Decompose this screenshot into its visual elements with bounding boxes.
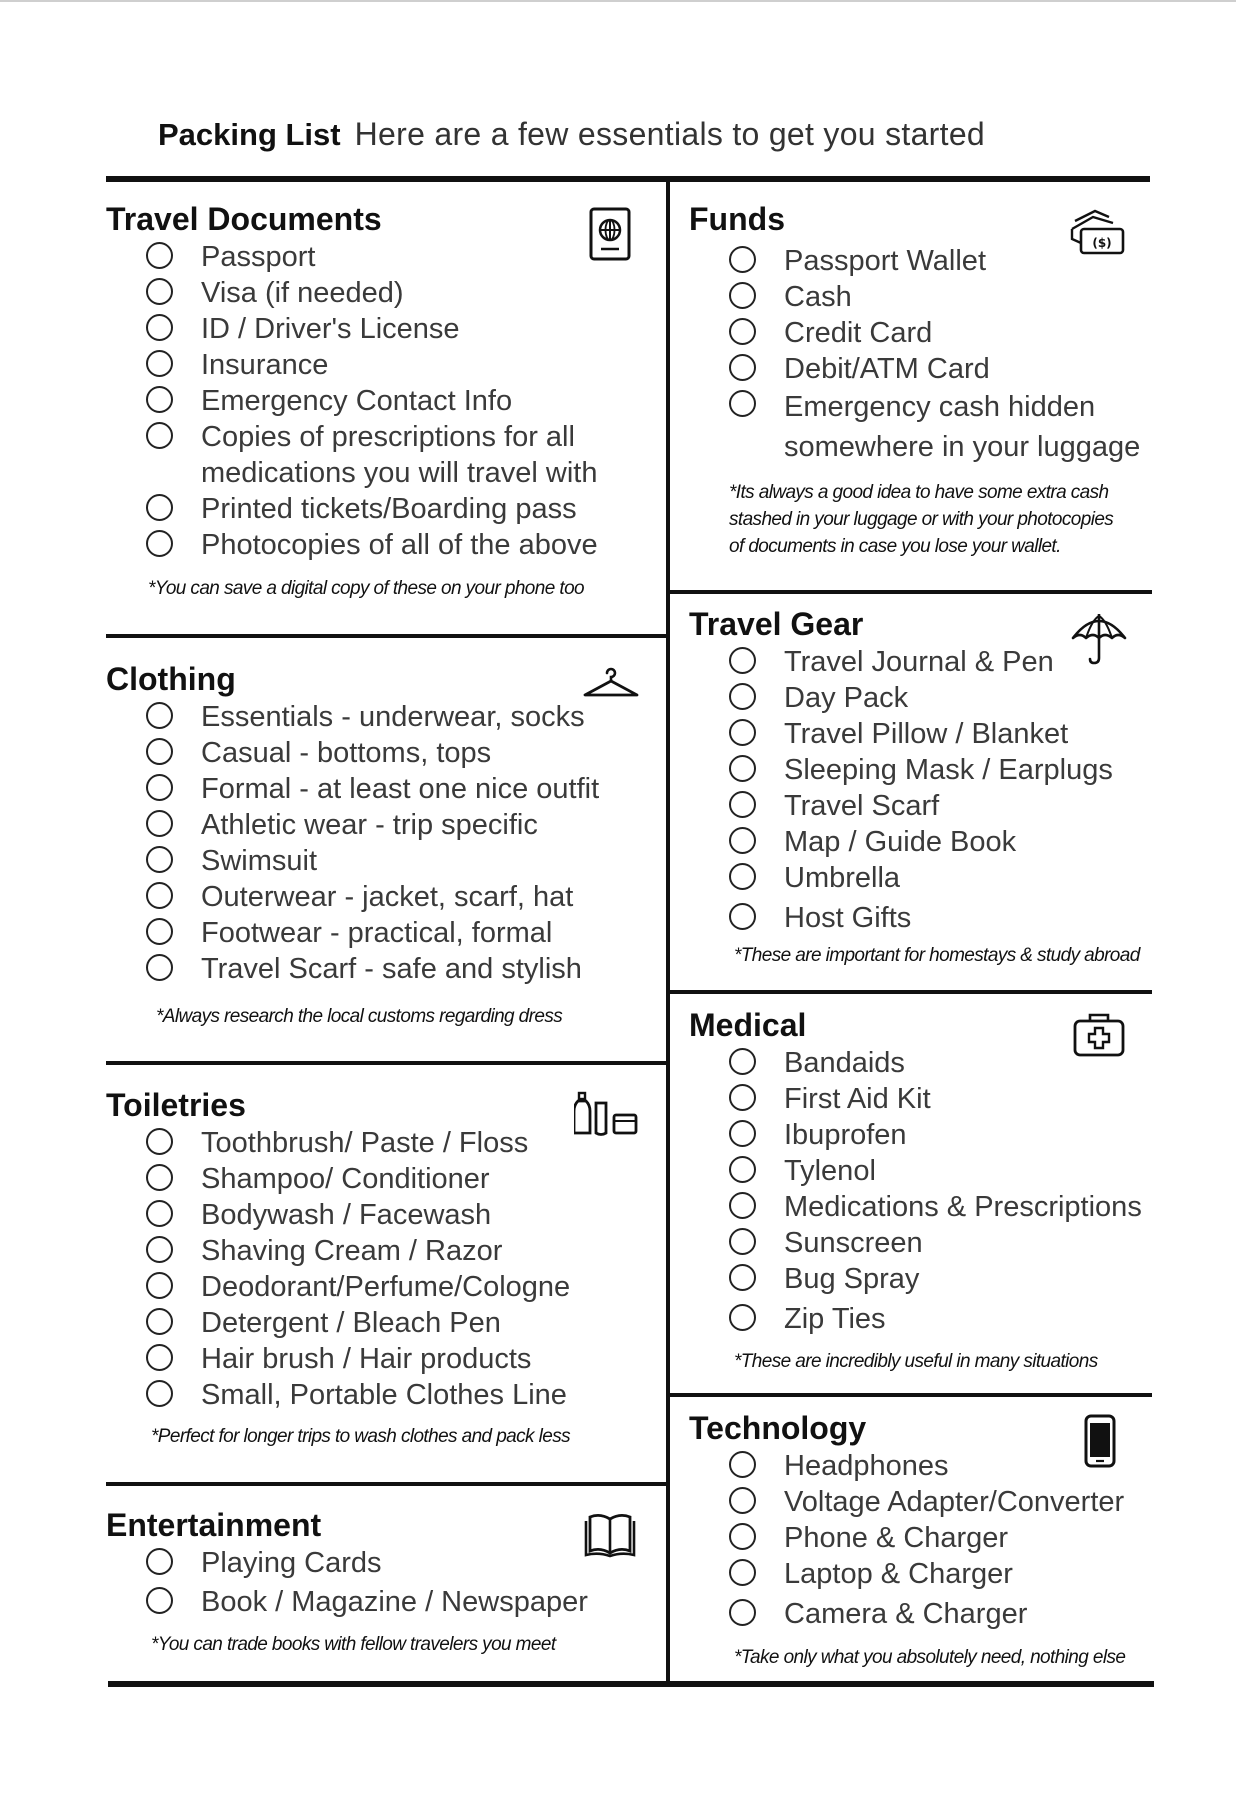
checkbox-circle[interactable]	[729, 647, 756, 674]
checkbox-circle[interactable]	[729, 1487, 756, 1514]
checklist-item[interactable]: Travel Scarf - safe and stylish	[146, 951, 599, 987]
top-divider	[106, 176, 1150, 182]
checkbox-circle[interactable]	[729, 1156, 756, 1183]
divider-gear-medical	[668, 990, 1152, 994]
checklist-item[interactable]: Essentials - underwear, socks	[146, 699, 599, 735]
section-title: Medical	[689, 1007, 807, 1043]
checklist	[729, 243, 1154, 467]
checkbox-circle[interactable]	[146, 350, 173, 377]
checkbox-circle[interactable]	[729, 1559, 756, 1586]
checkbox-circle[interactable]	[729, 683, 756, 710]
checklist-item[interactable]: Casual - bottoms, tops	[146, 735, 599, 771]
checkbox-circle[interactable]	[729, 1599, 756, 1626]
hanger-icon	[582, 665, 640, 699]
checklist-item[interactable]: Detergent / Bleach Pen	[146, 1305, 570, 1341]
checkbox-circle[interactable]	[146, 278, 173, 305]
checklist-item[interactable]: Toothbrush/ Paste / Floss	[146, 1125, 570, 1161]
checklist-item[interactable]: Day Pack	[729, 680, 1113, 716]
checklist-item[interactable]: Bandaids	[729, 1045, 1142, 1081]
checkbox-circle[interactable]	[146, 1128, 173, 1155]
checkbox-circle[interactable]	[729, 1228, 756, 1255]
checkbox-circle[interactable]	[729, 1048, 756, 1075]
checklist-item[interactable]: Formal - at least one nice outfit	[146, 771, 599, 807]
section-note: *Take only what you absolutely need, nothing else	[734, 1647, 1126, 1668]
checkbox-circle[interactable]	[146, 954, 173, 981]
section-note: *You can trade books with fellow travelers you meet	[151, 1634, 556, 1655]
section-note: *Always research the local customs regarding dress	[156, 1006, 563, 1027]
checklist-item[interactable]: Book / Magazine / Newspaper	[146, 1584, 588, 1620]
divider-medical-technology	[668, 1393, 1152, 1397]
checklist-item[interactable]: Hair brush / Hair products	[146, 1341, 570, 1377]
checkbox-circle[interactable]	[146, 386, 173, 413]
checklist-item[interactable]: Zip Ties	[729, 1301, 1142, 1337]
passport-icon	[589, 207, 631, 261]
section-note: *You can save a digital copy of these on your phone too	[148, 578, 584, 599]
checkbox-circle[interactable]	[146, 702, 173, 729]
smartphone-icon	[1083, 1414, 1117, 1468]
checklist	[146, 1545, 588, 1620]
checkbox-circle[interactable]	[729, 318, 756, 345]
checklist-item[interactable]: Small, Portable Clothes Line	[146, 1377, 570, 1413]
checklist-item[interactable]: Ibuprofen	[729, 1117, 1142, 1153]
toiletries-bottles-icon	[574, 1087, 646, 1139]
checkbox-circle[interactable]	[146, 422, 173, 449]
checklist-item[interactable]: Phone & Charger	[729, 1520, 1124, 1556]
checklist-item[interactable]: Outerwear - jacket, scarf, hat	[146, 879, 599, 915]
checklist	[146, 699, 599, 987]
section-title: Travel Gear	[689, 606, 864, 642]
checkbox-circle[interactable]	[146, 1587, 173, 1614]
divider-toiletries-entertainment	[106, 1482, 668, 1486]
checklist-item[interactable]: Deodorant/Perfume/Cologne	[146, 1269, 570, 1305]
divider-funds-gear	[668, 590, 1152, 594]
checkbox-circle[interactable]	[146, 1308, 173, 1335]
section-title: Travel Documents	[106, 201, 382, 237]
checkbox-circle[interactable]	[146, 1200, 173, 1227]
checklist-item[interactable]: Bug Spray	[729, 1261, 1142, 1297]
section-note: *These are important for homestays & study abroad	[734, 945, 1140, 966]
checkbox-circle[interactable]	[729, 1304, 756, 1331]
open-book-icon	[584, 1511, 636, 1559]
checklist-item[interactable]: Map / Guide Book	[729, 824, 1113, 860]
section-note: *Perfect for longer trips to wash clothes and pack less	[151, 1426, 571, 1447]
checklist-item[interactable]: Passport	[146, 239, 621, 275]
section-title: Entertainment	[106, 1507, 322, 1543]
checklist-item[interactable]: Emergency cash hidden somewhere in your luggage	[729, 387, 1154, 467]
checkbox-circle[interactable]	[729, 282, 756, 309]
page-title: Packing List	[158, 117, 341, 152]
checklist-item[interactable]: Bodywash / Facewash	[146, 1197, 570, 1233]
checkbox-circle[interactable]	[146, 1548, 173, 1575]
checklist-item[interactable]: Debit/ATM Card	[729, 351, 1154, 387]
page-subtitle: Here are a few essentials to get you started	[354, 116, 986, 152]
checkbox-circle[interactable]	[146, 242, 173, 269]
checklist-item[interactable]: Medications & Prescriptions	[729, 1189, 1142, 1225]
page-header	[158, 116, 985, 153]
checklist-item[interactable]: Voltage Adapter/Converter	[729, 1484, 1124, 1520]
checklist-item[interactable]: Cash	[729, 279, 1154, 315]
checklist-item[interactable]: Shampoo/ Conditioner	[146, 1161, 570, 1197]
checklist-item[interactable]: Tylenol	[729, 1153, 1142, 1189]
checkbox-circle[interactable]	[729, 791, 756, 818]
checklist-item[interactable]: Emergency Contact Info	[146, 383, 621, 419]
checkbox-circle[interactable]	[729, 1084, 756, 1111]
checklist-item[interactable]: Sunscreen	[729, 1225, 1142, 1261]
checkbox-circle[interactable]	[729, 719, 756, 746]
checklist	[146, 1125, 570, 1413]
checkbox-circle[interactable]	[146, 1344, 173, 1371]
section-note: *Its always a good idea to have some extra cash stashed in your luggage or with your photocopies of documents in case you lose your wallet.	[729, 482, 1114, 557]
checkbox-circle[interactable]	[729, 755, 756, 782]
checklist-item[interactable]: Insurance	[146, 347, 621, 383]
checklist	[729, 1448, 1124, 1632]
svg-text:($): ($)	[1092, 236, 1112, 250]
checklist-item[interactable]: Photocopies of all of the above	[146, 527, 621, 563]
checklist-item[interactable]: Sleeping Mask / Earplugs	[729, 752, 1113, 788]
checkbox-circle[interactable]	[729, 1120, 756, 1147]
checklist	[729, 644, 1113, 936]
checkbox-circle[interactable]	[729, 827, 756, 854]
section-note: *These are incredibly useful in many situations	[734, 1351, 1098, 1372]
checkbox-circle[interactable]	[729, 1264, 756, 1291]
checkbox-circle[interactable]	[729, 1192, 756, 1219]
checkbox-circle[interactable]	[146, 882, 173, 909]
checklist-item[interactable]: Swimsuit	[146, 843, 599, 879]
checklist-item[interactable]: Travel Pillow / Blanket	[729, 716, 1113, 752]
divider-clothing-toiletries	[106, 1061, 668, 1065]
bottom-divider	[108, 1681, 1154, 1687]
checkbox-circle[interactable]	[729, 246, 756, 273]
checklist-item[interactable]: Passport Wallet	[729, 243, 1154, 279]
checkbox-circle[interactable]	[146, 530, 173, 557]
section-title: Clothing	[106, 661, 236, 697]
checklist-item[interactable]: Playing Cards	[146, 1545, 588, 1581]
checklist-item[interactable]: Travel Journal & Pen	[729, 644, 1113, 680]
checklist-item[interactable]: Copies of prescriptions for all medications you will travel with	[146, 419, 621, 491]
checkbox-circle[interactable]	[146, 738, 173, 765]
checkbox-circle[interactable]	[729, 390, 756, 417]
checkbox-circle[interactable]	[729, 903, 756, 930]
center-divider	[666, 179, 670, 1684]
umbrella-icon	[1070, 610, 1128, 666]
checklist-item[interactable]: Shaving Cream / Razor	[146, 1233, 570, 1269]
checkbox-circle[interactable]	[729, 1451, 756, 1478]
checklist-item[interactable]: Laptop & Charger	[729, 1556, 1124, 1592]
section-title: Funds	[689, 201, 785, 237]
first-aid-kit-icon	[1072, 1011, 1126, 1059]
checklist	[729, 1045, 1142, 1337]
checkbox-circle[interactable]	[146, 314, 173, 341]
checkbox-circle[interactable]	[146, 1236, 173, 1263]
checklist-item[interactable]: Visa (if needed)	[146, 275, 621, 311]
checkbox-circle[interactable]	[146, 1272, 173, 1299]
checklist-item[interactable]: Host Gifts	[729, 900, 1113, 936]
checkbox-circle[interactable]	[146, 1164, 173, 1191]
checkbox-circle[interactable]	[729, 863, 756, 890]
checklist-item[interactable]: First Aid Kit	[729, 1081, 1142, 1117]
checklist-item[interactable]: ID / Driver's License	[146, 311, 621, 347]
divider-docs-clothing	[106, 634, 668, 638]
checklist-item[interactable]: Credit Card	[729, 315, 1154, 351]
checklist	[146, 239, 621, 563]
checkbox-circle[interactable]	[729, 354, 756, 381]
section-title: Technology	[689, 1410, 867, 1446]
checkbox-circle[interactable]	[146, 1380, 173, 1407]
checkbox-circle[interactable]	[146, 774, 173, 801]
checklist-item[interactable]: Umbrella	[729, 860, 1113, 896]
checklist-item[interactable]: Camera & Charger	[729, 1596, 1124, 1632]
checklist-item[interactable]: Footwear - practical, formal	[146, 915, 599, 951]
checkbox-circle[interactable]	[146, 810, 173, 837]
checkbox-circle[interactable]	[146, 846, 173, 873]
top-border	[0, 0, 1236, 2]
checkbox-circle[interactable]	[146, 918, 173, 945]
checklist-item[interactable]: Printed tickets/Boarding pass	[146, 491, 621, 527]
checkbox-circle[interactable]	[729, 1523, 756, 1550]
money-cards-icon	[1069, 207, 1127, 257]
section-title: Toiletries	[106, 1087, 246, 1123]
checklist-item[interactable]: Headphones	[729, 1448, 1124, 1484]
checklist-item[interactable]: Travel Scarf	[729, 788, 1113, 824]
checkbox-circle[interactable]	[146, 494, 173, 521]
checklist-item[interactable]: Athletic wear - trip specific	[146, 807, 599, 843]
